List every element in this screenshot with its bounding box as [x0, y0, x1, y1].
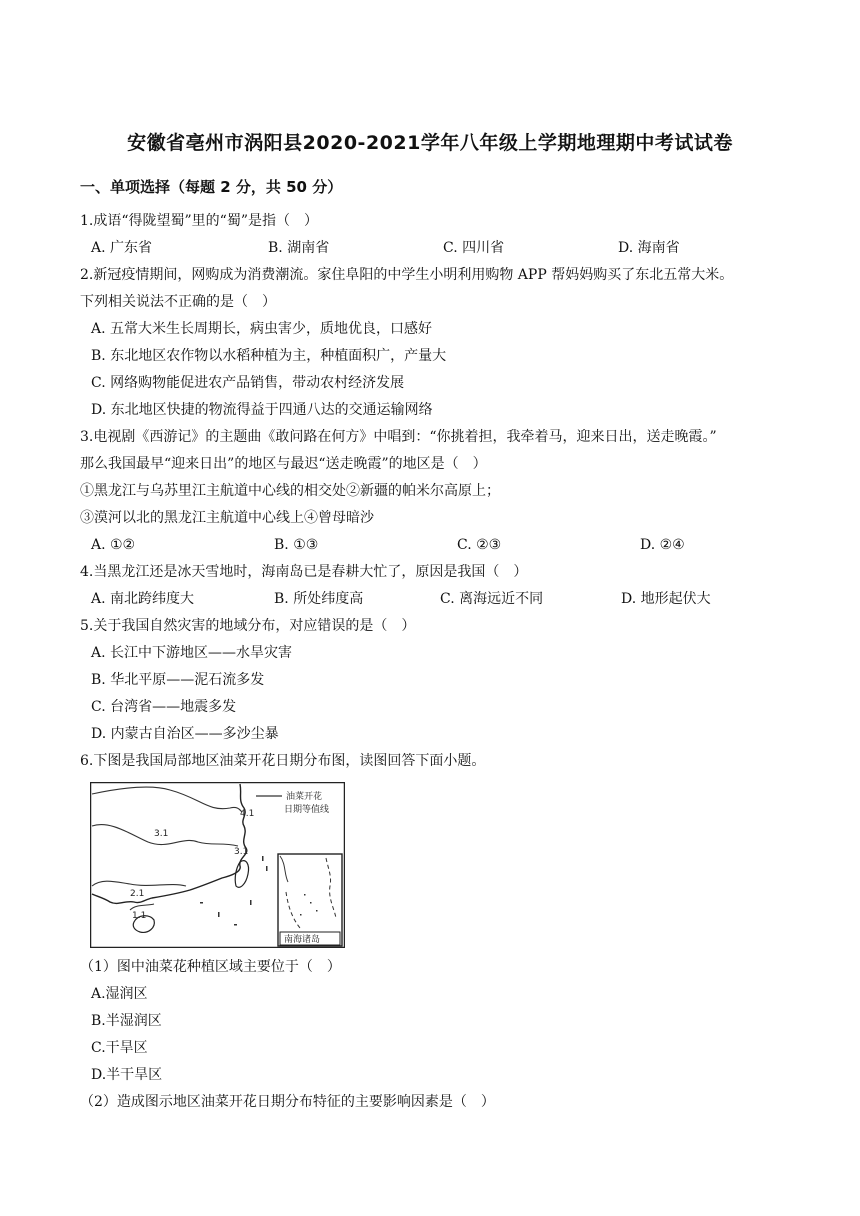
q3-option-b: B. ①③	[274, 537, 319, 553]
question-6-sub2-stem: （2）造成图示地区油菜开花日期分布特征的主要影响因素是（ ）	[80, 1094, 495, 1110]
page-title: 安徽省亳州市涡阳县2020-2021学年八年级上学期地理期中考试试卷	[127, 132, 733, 154]
q5-option-d: D. 内蒙古自治区——多沙尘暴	[91, 726, 279, 742]
isoline-label-3-1-west: 3.1	[154, 829, 169, 839]
q4-option-d: D. 地形起伏大	[621, 591, 711, 607]
question-6-stem: 6.下图是我国局部地区油菜开花日期分布图，读图回答下面小题。	[80, 753, 486, 769]
question-3-stem-line2: 那么我国最早“迎来日出”的地区与最迟“送走晚霞”的地区是（ ）	[80, 456, 487, 472]
q2-option-a: A. 五常大米生长周期长，病虫害少，质地优良，口感好	[91, 321, 433, 337]
rapeseed-flowering-map	[90, 782, 345, 948]
question-3-item-line1: ①黑龙江与乌苏里江主航道中心线的相交处②新疆的帕米尔高原上；	[80, 483, 500, 499]
isoline-label-3-1-east: 3.1	[234, 847, 249, 857]
question-3-stem-line1: 3.电视剧《西游记》的主题曲《敢问路在何方》中唱到：“你挑着担，我牵着马，迎来日出，送走晚霞。”	[80, 429, 717, 445]
q1-option-c: C. 四川省	[443, 240, 505, 256]
q6-sub1-option-c: C.干旱区	[91, 1040, 148, 1056]
legend-label-2: 日期等值线	[284, 805, 330, 815]
question-2-stem-line1: 2.新冠疫情期间，网购成为消费潮流。家住阜阳的中学生小明利用购物 APP 帮妈妈购买了东北五常大米。	[80, 267, 734, 283]
q4-option-a: A. 南北跨纬度大	[91, 591, 195, 607]
question-1-stem: 1.成语“得陇望蜀”里的“蜀”是指（ ）	[80, 213, 318, 229]
q6-sub1-option-a: A.湿润区	[91, 986, 148, 1002]
question-6-sub1-stem: （1）图中油菜花种植区域主要位于（ ）	[80, 959, 341, 975]
q4-option-c: C. 离海远近不同	[440, 591, 544, 607]
q3-option-a: A. ①②	[91, 537, 136, 553]
q6-sub1-option-b: B.半湿润区	[91, 1013, 162, 1029]
section-heading: 一、单项选择（每题 2 分，共 50 分）	[80, 178, 343, 196]
q5-option-a: A. 长江中下游地区——水旱灾害	[91, 645, 293, 661]
q3-option-d: D. ②④	[640, 537, 685, 553]
q5-option-c: C. 台湾省——地震多发	[91, 699, 237, 715]
inset-title: 南海诸岛	[284, 935, 321, 945]
q1-option-b: B. 湖南省	[268, 240, 330, 256]
question-5-stem: 5.关于我国自然灾害的地域分布，对应错误的是（ ）	[80, 618, 416, 634]
q2-option-b: B. 东北地区农作物以水稻种植为主，种植面积广，产量大	[91, 348, 447, 364]
q6-sub1-option-d: D.半干旱区	[91, 1067, 163, 1083]
q1-option-a: A. 广东省	[91, 240, 153, 256]
question-3-item-line2: ③漠河以北的黑龙江主航道中心线上④曾母暗沙	[80, 510, 374, 526]
isoline-label-4-1: 4.1	[240, 809, 255, 819]
isoline-label-2-1: 2.1	[130, 889, 145, 899]
q2-option-d: D. 东北地区快捷的物流得益于四通八达的交通运输网络	[91, 402, 433, 418]
isoline-label-1-1: 1.1	[132, 911, 147, 921]
q1-option-d: D. 海南省	[618, 240, 680, 256]
question-4-stem: 4.当黑龙江还是冰天雪地时，海南岛已是春耕大忙了，原因是我国（ ）	[80, 564, 528, 580]
question-2-stem-line2: 下列相关说法不正确的是（ ）	[80, 294, 276, 310]
q2-option-c: C. 网络购物能促进农产品销售，带动农村经济发展	[91, 375, 405, 391]
q3-option-c: C. ②③	[457, 537, 502, 553]
legend-label-1: 油菜开花	[286, 792, 323, 802]
q4-option-b: B. 所处纬度高	[274, 591, 364, 607]
q5-option-b: B. 华北平原——泥石流多发	[91, 672, 265, 688]
